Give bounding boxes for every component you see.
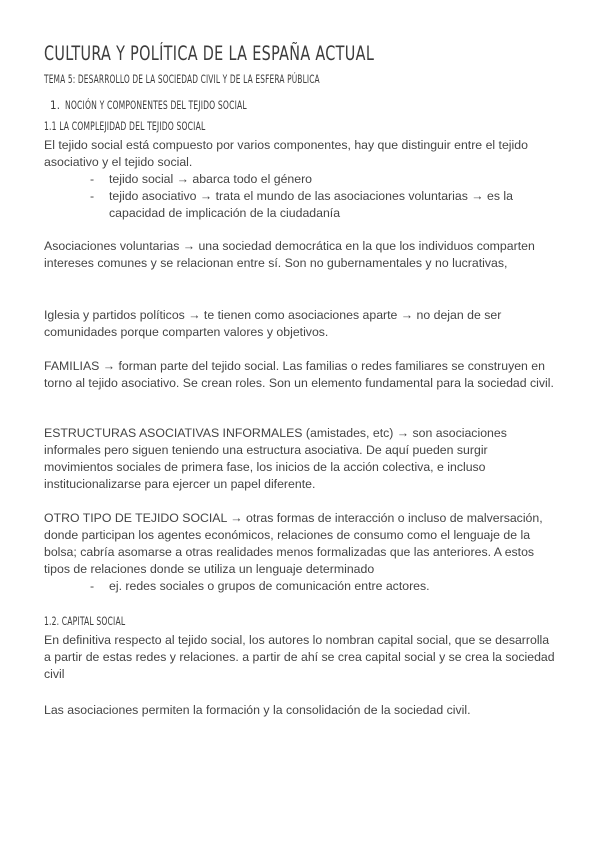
document-title: CULTURA Y POLÍTICA DE LA ESPAÑA ACTUAL xyxy=(44,42,375,65)
paragraph-otro-tipo: OTRO TIPO DE TEJIDO SOCIAL → otras formas de interacción o incluso de malversación, donde participan los agentes económicos, relaciones de consumo como el lenguaje de la bolsa; cabría asomarse a otras realidades menos formalizadas que las anteriores. A estos tipos de relaciones donde se utiliza un lenguaje determinado xyxy=(44,511,543,576)
bullet-dash: - xyxy=(90,579,95,593)
subsection-title-1-2: 1.2. CAPITAL SOCIAL xyxy=(44,614,126,628)
subsection-title-1-1: 1.1 LA COMPLEJIDAD DEL TEJIDO SOCIAL xyxy=(44,119,206,133)
paragraph-estructuras: ESTRUCTURAS ASOCIATIVAS INFORMALES (amistades, etc) → son asociaciones informales pero siguen teniendo una estructura asociativa. De aquí pueden surgir movimientos sociales de primera fase, los inicios de la acción colectiva, e incluso institucionalizarse para ejercer un papel diferente. xyxy=(44,426,507,491)
list-item-text: ej. redes sociales o grupos de comunicación entre actores. xyxy=(109,579,430,593)
bullet-list-tejido xyxy=(44,171,556,222)
paragraph-asociaciones-voluntarias: Asociaciones voluntarias → una sociedad democrática en la que los individuos comparten intereses comunes y se relacionan entre sí. Son no gubernamentales y no lucrativas, xyxy=(44,239,535,270)
paragraph-intro: El tejido social está compuesto por varios componentes, hay que distinguir entre el tejido asociativo y el tejido social. xyxy=(44,138,528,169)
section-number: 1. xyxy=(50,98,61,112)
list-item xyxy=(44,171,556,188)
bullet-dash: - xyxy=(90,189,95,203)
list-item xyxy=(44,188,556,222)
list-item-text: tejido social → abarca todo el género xyxy=(109,172,313,186)
bullet-list-ejemplo xyxy=(44,578,556,595)
paragraph-consolidacion: Las asociaciones permiten la formación y la consolidación de la sociedad civil. xyxy=(44,703,471,717)
paragraph-iglesia: Iglesia y partidos políticos → te tienen como asociaciones aparte → no dejan de ser comunidades porque comparten valores y objetivos. xyxy=(44,308,502,339)
list-item-text: tejido asociativo → trata el mundo de las asociaciones voluntarias → es la capacidad de implicación de la ciudadanía xyxy=(109,189,513,220)
paragraph-familias: FAMILIAS → forman parte del tejido social. Las familias o redes familiares se construyen en torno al tejido asociativo. Se crean roles. Son un elemento fundamental para la sociedad civil. xyxy=(44,359,554,390)
paragraph-capital-social: En definitiva respecto al tejido social, los autores lo nombran capital social, que se desarrolla a partir de estas redes y relaciones. a partir de ahí se crea capital social y se crea la sociedad civil xyxy=(44,633,555,681)
list-item xyxy=(44,578,556,595)
document-subtitle: TEMA 5: DESARROLLO DE LA SOCIEDAD CIVIL Y DE LA ESFERA PÚBLICA xyxy=(44,72,320,86)
bullet-dash: - xyxy=(90,172,95,186)
section-title: NOCIÓN Y COMPONENTES DEL TEJIDO SOCIAL xyxy=(65,98,247,112)
